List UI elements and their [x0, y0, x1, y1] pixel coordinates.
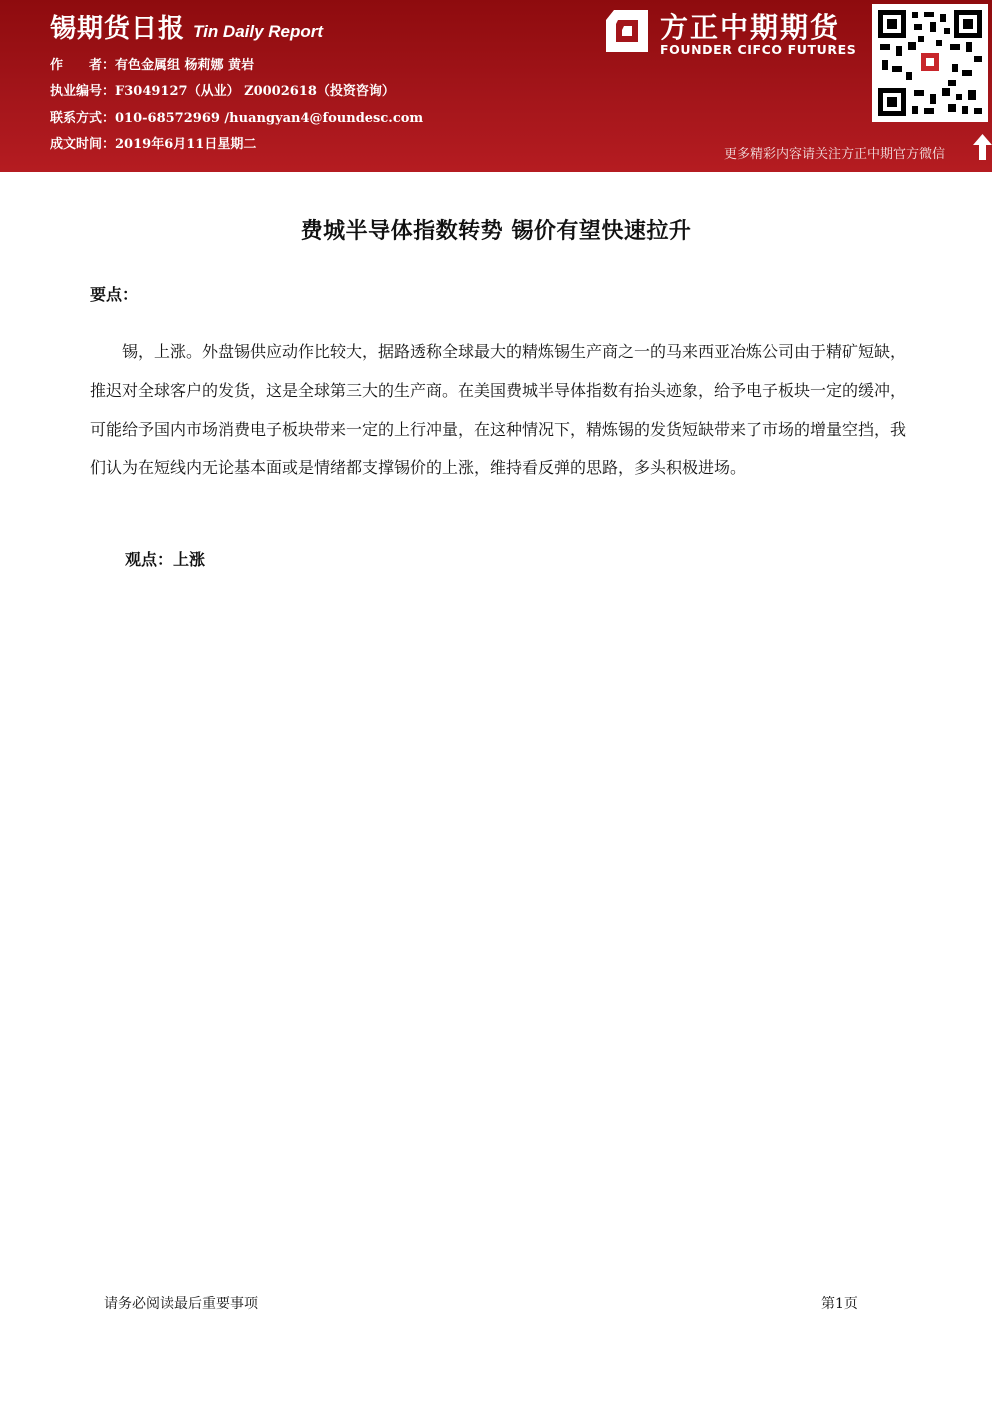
- page-number: 第1页: [821, 1296, 858, 1312]
- company-name-cn: 方正中期期货: [660, 11, 841, 44]
- author-line: [50, 54, 254, 73]
- license-label: 执业编号：: [50, 84, 116, 99]
- qr-code: [872, 4, 988, 122]
- footer-disclaimer-note: 请务必阅读最后重要事项: [104, 1296, 258, 1312]
- arrow-up-icon: [973, 134, 992, 160]
- date-line: [50, 133, 256, 152]
- contact-value[interactable]: 010-68572969 /huangyan4@foundesc.com: [115, 111, 424, 126]
- company-name-en: FOUNDER CIFCO FUTURES: [660, 42, 857, 57]
- date-value: 2019年6月11日星期二: [115, 137, 257, 152]
- date-label: 成文时间：: [50, 137, 116, 152]
- key-points-heading: 要点：: [90, 285, 139, 304]
- report-title-en: Tin Daily Report: [193, 22, 324, 41]
- license-value: F3049127（从业） Z0002618（投资咨询）: [115, 84, 395, 99]
- contact-line: [50, 107, 423, 126]
- body-paragraph: 锡，上涨。外盘锡供应动作比较大，据路透称全球最大的精炼锡生产商之一的马来西亚冶炼公司由于精矿短缺，推迟对全球客户的发货，这是全球第三大的生产商。在美国费城半导体指数有抬头迹象，给予电子板块一定的缓冲，可能给予国内市场消费电子板块带来一定的上行冲量，在这种情况下，精炼锡的发货短缺带来了市场的增量空挡，我们认为在短线内无论基本面或是情绪都支撑锡价的上涨，维持看反弹的思路，多头积极进场。: [90, 342, 907, 478]
- report-title-cn: 锡期货日报: [50, 14, 186, 44]
- report-title: [50, 8, 323, 44]
- document-title: 费城半导体指数转势 锡价有望快速拉升: [300, 218, 692, 244]
- view-conclusion: 观点：上涨: [125, 550, 206, 569]
- wechat-follow-note: 更多精彩内容请关注方正中期官方微信: [724, 147, 946, 162]
- qr-code-icon: [878, 10, 982, 116]
- report-header: [0, 0, 992, 172]
- license-line: [50, 80, 395, 99]
- company-logo: [604, 6, 864, 58]
- author-value: 有色金属组 杨莉娜 黄岩: [115, 58, 255, 73]
- contact-label: 联系方式：: [50, 111, 116, 126]
- founder-logo-icon: [604, 8, 650, 54]
- author-label: 作 者：: [50, 58, 116, 73]
